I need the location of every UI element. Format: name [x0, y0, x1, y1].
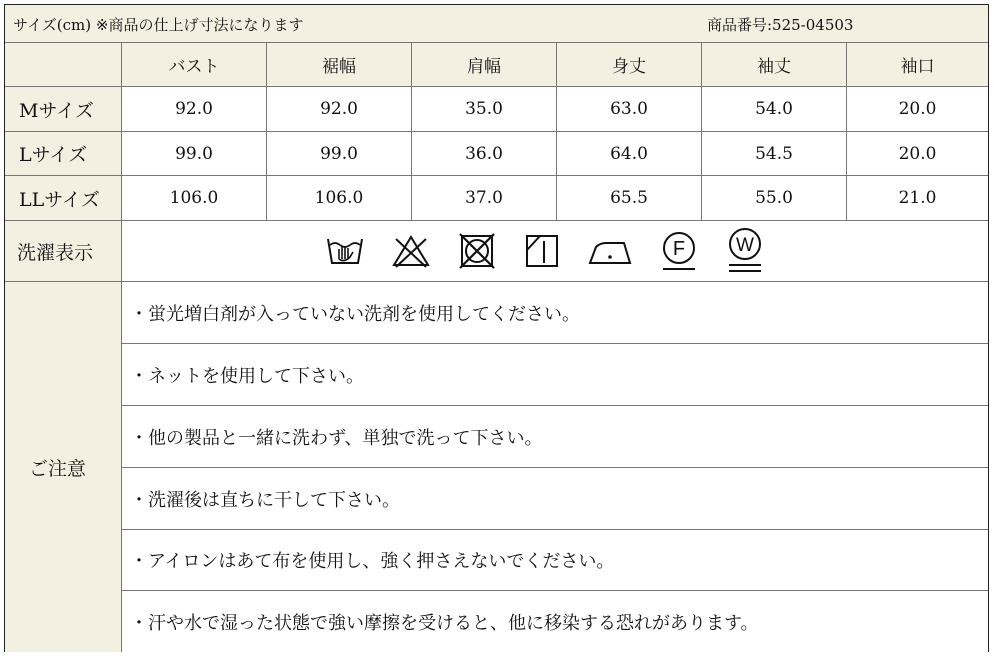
column-header [412, 43, 557, 87]
table-cell [847, 132, 988, 176]
hand-wash-icon [324, 233, 366, 269]
row-header-m [5, 87, 122, 132]
column-header-label: 肩幅 [467, 57, 501, 77]
svg-text:F: F [672, 238, 686, 260]
column-header [557, 43, 702, 87]
table-cell [702, 176, 847, 221]
note-item [122, 406, 988, 468]
note-item [122, 344, 988, 406]
table-cell [412, 87, 557, 132]
svg-text:W: W [736, 235, 754, 256]
note-text: ・アイロンはあて布を使用し、強く押さえないでください。 [130, 551, 615, 572]
cell-value: 20.0 [898, 99, 937, 119]
cell-value: 63.0 [610, 99, 648, 119]
note-text: ・洗濯後は直ちに干して下さい。 [130, 489, 400, 511]
table-cell [557, 132, 702, 176]
cell-value: 20.0 [898, 143, 937, 164]
table-cell [557, 87, 702, 132]
cell-value: 21.0 [898, 188, 937, 208]
table-cell [702, 87, 847, 132]
table-caption [5, 5, 988, 43]
size-care-table [4, 4, 989, 652]
table-cell [847, 87, 988, 132]
column-header-label: 袖口 [900, 57, 935, 77]
column-header-label: 袖丈 [757, 57, 791, 77]
care-label-header [5, 221, 122, 282]
note-text: ・他の製品と一緒に洗わず、単独で洗って下さい。 [130, 427, 543, 449]
drip-dry-shade-icon [522, 233, 562, 269]
table-cell [412, 132, 557, 176]
care-label-text: 洗濯表示 [17, 241, 94, 264]
cell-value: 106.0 [314, 188, 364, 208]
header-corner [5, 43, 122, 87]
column-header-label: 裾幅 [322, 57, 356, 77]
column-header [122, 43, 267, 87]
note-item [122, 468, 988, 530]
cell-value: 106.0 [169, 188, 219, 208]
no-bleach-icon [390, 233, 432, 269]
column-header-label: 身丈 [612, 57, 646, 77]
note-item [122, 530, 988, 591]
table-cell [267, 132, 412, 176]
cell-value: 36.0 [465, 143, 503, 164]
table-cell [847, 176, 988, 221]
cell-value: 55.0 [755, 188, 793, 208]
cell-value: 92.0 [175, 99, 213, 119]
row-header-l [5, 132, 122, 176]
column-header [702, 43, 847, 87]
table-cell [122, 87, 267, 132]
row-header-label: LLサイズ [19, 188, 100, 211]
size-unit-note: サイズ(cm) ※商品の仕上げ寸法になります [13, 16, 304, 34]
table-cell [122, 176, 267, 221]
row-header-label: Lサイズ [19, 144, 88, 166]
cell-value: 99.0 [320, 143, 358, 164]
table-cell [122, 132, 267, 176]
note-text: ・ネットを使用して下さい。 [130, 365, 364, 387]
care-symbols-cell [122, 221, 988, 282]
cell-value: 54.0 [755, 99, 793, 119]
table-cell [412, 176, 557, 221]
note-text: ・蛍光増白剤が入っていない洗剤を使用してください。 [130, 303, 580, 325]
note-item [122, 282, 988, 344]
column-header-label: バスト [168, 57, 220, 77]
notes-header-label: ご注意 [29, 457, 87, 480]
row-header-ll [5, 176, 122, 221]
column-header [267, 43, 412, 87]
cell-value: 35.0 [465, 99, 503, 119]
cell-value: 64.0 [610, 143, 648, 164]
cell-value: 37.0 [465, 188, 503, 208]
table-cell [267, 176, 412, 221]
cell-value: 54.5 [755, 143, 793, 164]
note-text: ・汗や水で湿った状態で強い摩擦を受けると、他に移染する恐れがあります。 [130, 612, 759, 634]
iron-low-icon [586, 233, 634, 269]
cell-value: 92.0 [320, 99, 358, 119]
wet-clean-w-icon [724, 226, 766, 276]
cell-value: 99.0 [175, 143, 213, 164]
notes-header [5, 282, 122, 652]
row-header-label: Mサイズ [19, 99, 94, 122]
cell-value: 65.5 [610, 188, 648, 208]
table-cell [557, 176, 702, 221]
dry-clean-f-icon [658, 229, 700, 273]
table-cell [702, 132, 847, 176]
product-number: 商品番号:525-04503 [707, 16, 854, 34]
no-tumble-dry-icon [456, 233, 498, 269]
column-header [847, 43, 988, 87]
note-item [122, 591, 988, 652]
table-cell [267, 87, 412, 132]
